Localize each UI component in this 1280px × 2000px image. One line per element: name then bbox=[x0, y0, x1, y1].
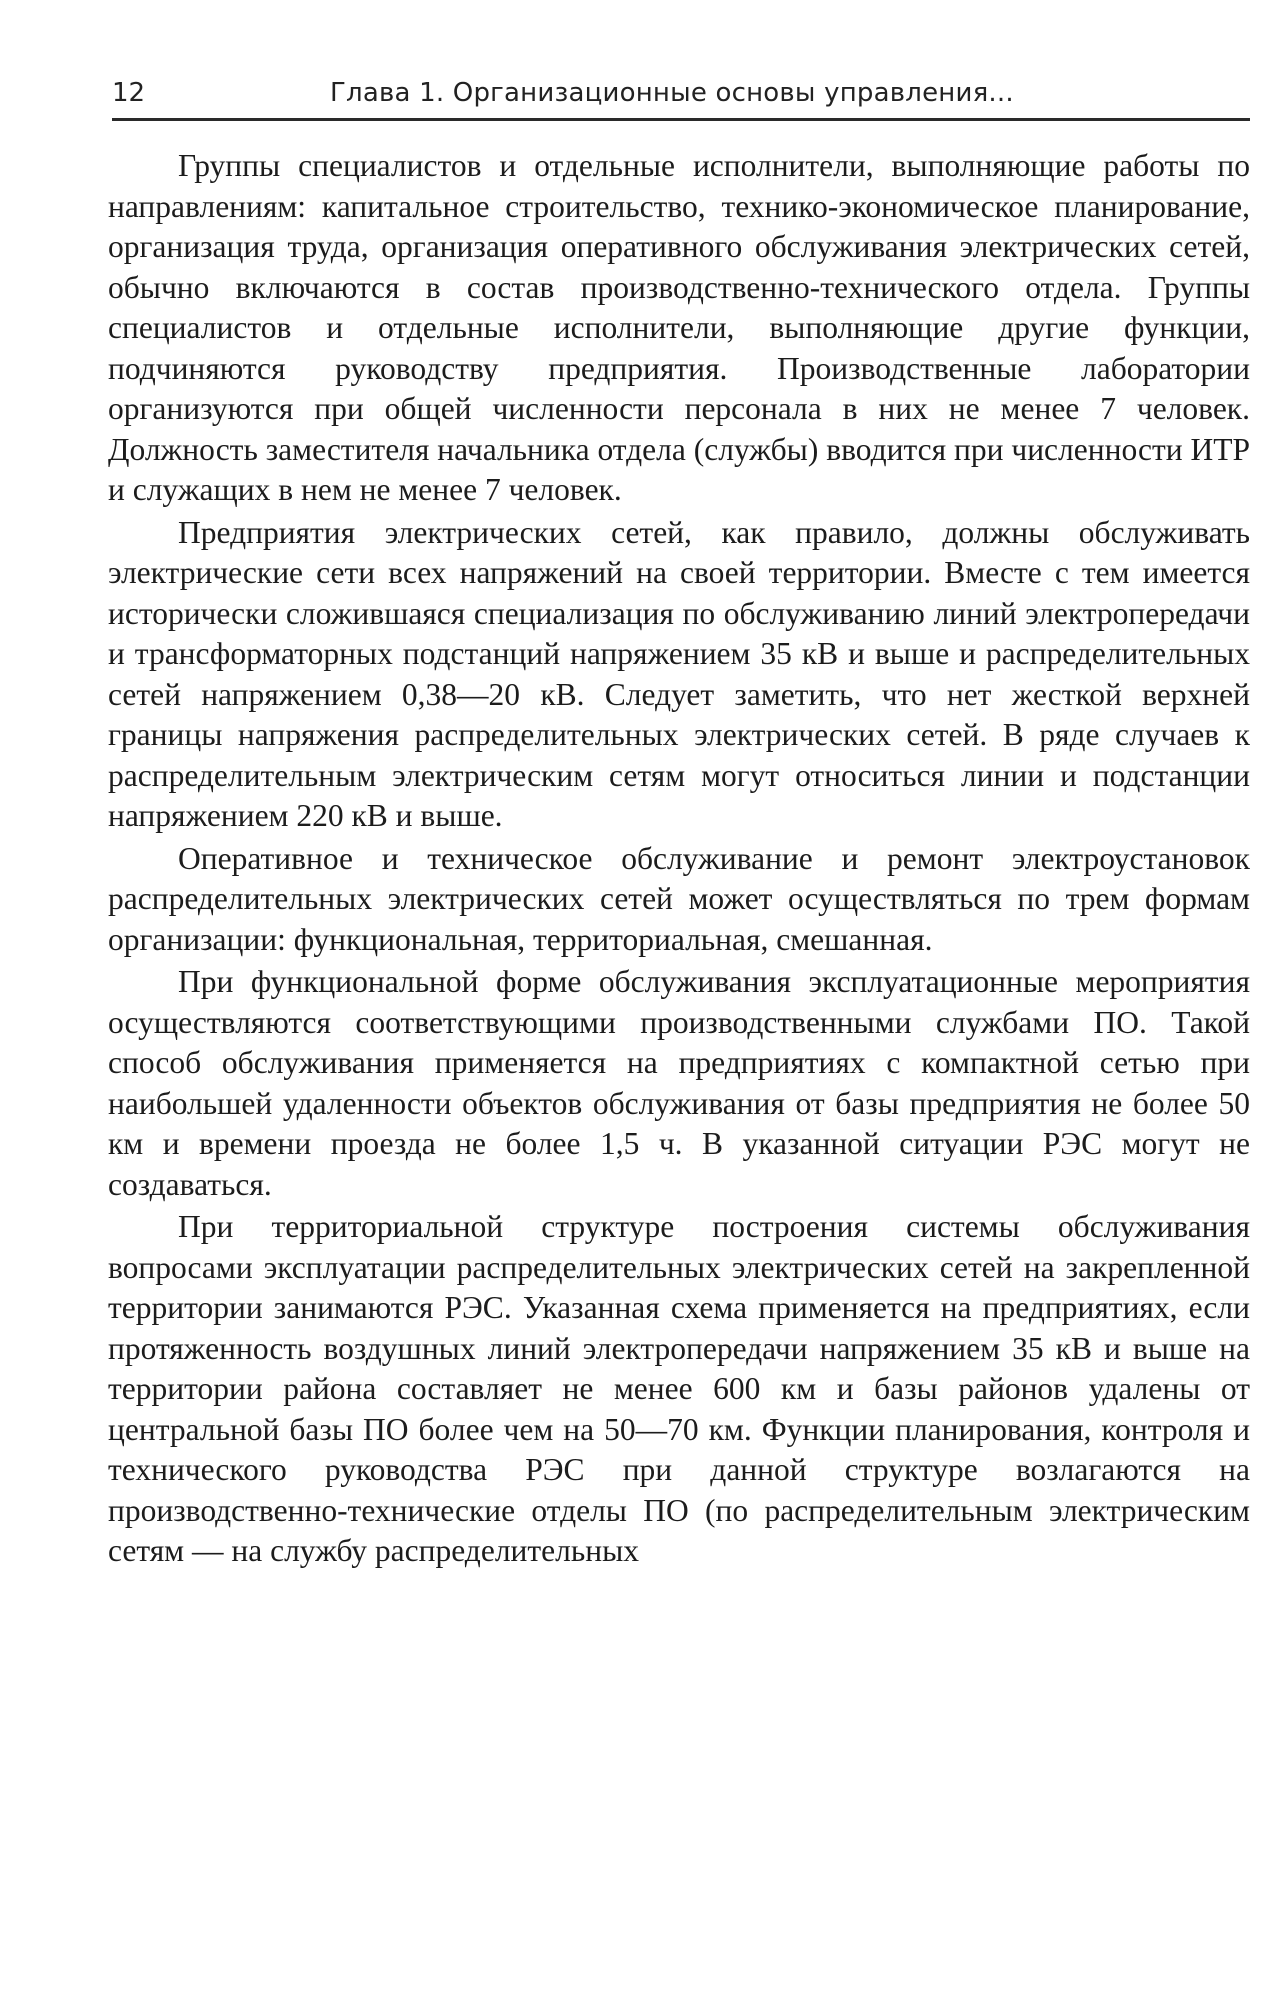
paragraph: Предприятия электрических сетей, как правило, должны обслуживать электрические сети всех напряжений на своей территории. Вместе с тем имеется исторически сложившаяся специализация по обслуживанию линий электропередачи и трансформаторных подстанций напряжением 35 кВ и выше и распределительных сетей напряжением 0,38—20 кВ. Следует заметить, что нет жесткой верхней границы напряжения распределительных электрических сетей. В ряде случаев к распределительным электрическим сетям могут относиться линии и подстанции напряжением 220 кВ и выше. bbox=[108, 514, 1250, 833]
paragraph: При территориальной структуре построения системы обслуживания вопросами эксплуатации распределительных электрических сетей на закрепленной территории занимаются РЭС. Указанная схема применяется на предприятиях, если протяженность воздушных линий электропередачи напряжением 35 кВ и выше на территории района составляет не менее 600 км и базы районов удалены от центральной базы ПО более чем на 50—70 км. Функции планирования, контроля и технического руководства РЭС при данной структуре возлагаются на производственно-технические отделы ПО (по распределительным электрическим сетям — на службу распределительных bbox=[108, 1209, 1250, 1568]
body-text bbox=[108, 146, 1250, 1574]
paragraph: Группы специалистов и отдельные исполнители, выполняющие работы по направлениям: капитальное строительство, технико-экономическое планирование, организация труда, организация оперативного обслуживания электрических сетей, обычно включаются в состав производственно-технического отдела. Группы специалистов и отдельные исполнители, выполняющие другие функции, подчиняются руководству предприятия. Производственные лаборатории организуются при общей численности персонала в них не менее 7 человек. Должность заместителя начальника отдела (службы) вводится при численности ИТР и служащих в нем не менее 7 человек. bbox=[108, 148, 1250, 507]
running-header bbox=[112, 72, 1250, 121]
paragraph: Оперативное и техническое обслуживание и ремонт электроустановок распределительных электрических сетей может осуществляться по трем формам организации: функциональная, территориальная, смешанная. bbox=[108, 840, 1250, 957]
paragraph: При функциональной форме обслуживания эксплуатационные мероприятия осуществляются соответствующими производственными службами ПО. Такой способ обслуживания применяется на предприятиях с компактной сетью при наибольшей удаленности объектов обслуживания от базы предприятия не более 50 км и времени проезда не более 1,5 ч. В указанной ситуации РЭС могут не создаваться. bbox=[108, 964, 1250, 1202]
chapter-title: Глава 1. Организационные основы управления... bbox=[330, 78, 1014, 108]
page-number: 12 bbox=[112, 78, 146, 108]
